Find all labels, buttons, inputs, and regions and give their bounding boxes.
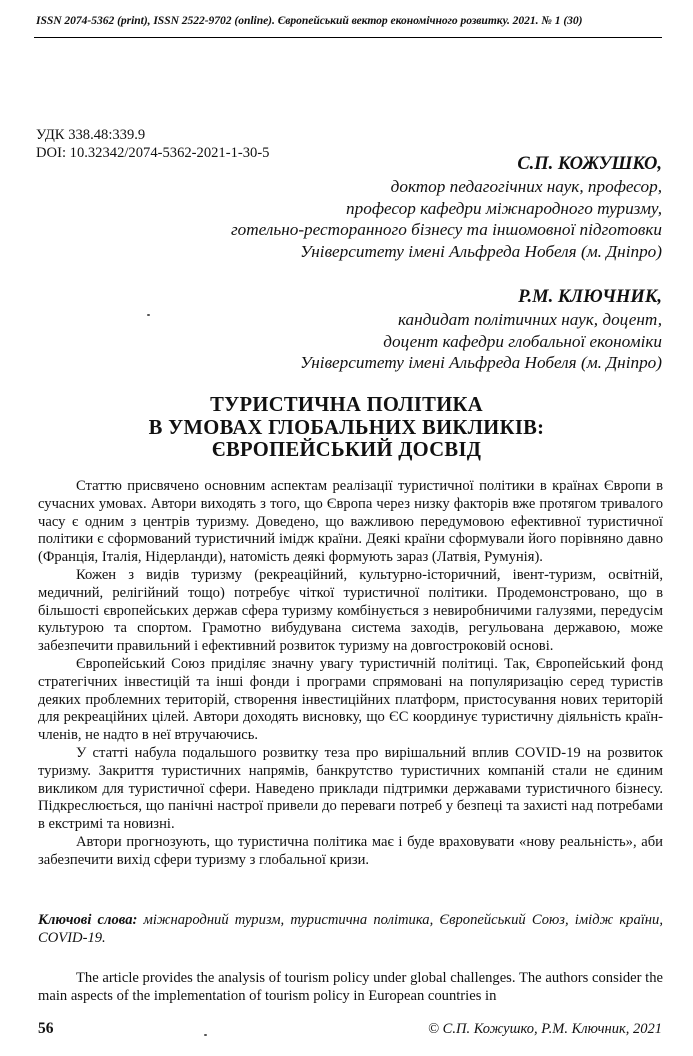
- abstract-paragraph: Автори прогнозують, що туристична політика має і буде враховувати «нову реальність», аби забезпечити вихід сфери туризму з глобальної кризи.: [38, 833, 663, 868]
- author-2: [300, 285, 662, 374]
- author-name: С.П. КОЖУШКО,: [517, 154, 662, 174]
- header-rule: [34, 37, 662, 38]
- scan-speck: [204, 1034, 207, 1036]
- author-affiliation-line: професор кафедри міжнародного туризму,: [346, 198, 662, 218]
- keywords: [38, 912, 663, 948]
- abstract-paragraph: Європейський Союз приділяє значну увагу туристичній політиці. Так, Європейський фонд стратегічних інвестицій та інші фонди і програми спрямовані на популяризацію серед туристів деяких проблемних територій, створення інвестиційних платформ, пристосування нових територій для рекреаційних цілей. Автори доходять висновку, що ЄС координує туристичну діяльність країн-членів, не надто в неї втручаючись.: [38, 655, 663, 744]
- title-line: В УМОВАХ ГЛОБАЛЬНИХ ВИКЛИКІВ:: [148, 416, 545, 439]
- abstract: [38, 478, 663, 870]
- abstract-paragraph: Статтю присвячено основним аспектам реалізації туристичної політики в країнах Європи в сучасних умовах. Автори виходять з того, що Європа через низку факторів вже протягом тривалого часу є одним з центрів туризму. Доведено, що важливою передумовою ефективної туристичної політики є сформований туристичний імідж країни. Деякі країни сформували його порівняно давно (Франція, Італія, Нідерланди), натомість деякі формують зараз (Латвія, Румунія).: [38, 478, 663, 566]
- author-1: [231, 152, 662, 262]
- author-affiliation-line: Університету імені Альфреда Нобеля (м. Дніпро): [300, 241, 662, 261]
- scan-speck: [147, 314, 150, 316]
- english-paragraph: The article provides the analysis of tourism policy under global challenges. The authors consider the main aspects of the implementation of tourism policy in European countries in: [38, 970, 663, 1004]
- udk-code: УДК 338.48:339.9: [36, 127, 146, 143]
- page-number: 56: [38, 1020, 54, 1037]
- author-affiliation-line: Університету імені Альфреда Нобеля (м. Дніпро): [300, 353, 662, 372]
- article-title: [30, 394, 663, 462]
- keywords-text: міжнародний туризм, туристична політика, Європейський Союз, імідж країни, COVID-19.: [38, 912, 663, 946]
- author-affiliation-line: доцент кафедри глобальної економіки: [383, 331, 662, 351]
- doi-code: DOI: 10.32342/2074-5362-2021-1-30-5: [36, 145, 270, 161]
- author-affiliation-line: доктор педагогічних наук, професор,: [390, 177, 662, 196]
- title-line: ТУРИСТИЧНА ПОЛІТИКА: [210, 394, 483, 416]
- author-affiliation-line: кандидат політичних наук, доцент,: [397, 310, 662, 329]
- abstract-paragraph: У статті набула подальшого розвитку теза про вирішальний вплив COVID-19 на розвиток туризму. Закриття туристичних напрямів, банкрутство туристичних компаній стали не єдиним викликом для туристичної сфери. Наведено приклади підтримки державами туристичного бізнесу. Підкреслюється, що панічні настрої привели до переваги потреб у безпеці та захисті над потребами в екстримі та новизні.: [38, 744, 663, 833]
- running-header: ISSN 2074-5362 (print), ISSN 2522-9702 (online). Європейський вектор економічного розвитку. 2021. № 1 (30): [36, 14, 583, 27]
- author-name: Р.М. КЛЮЧНИК,: [518, 287, 662, 307]
- copyright: © С.П. Кожушко, Р.М. Ключник, 2021: [428, 1021, 662, 1037]
- author-affiliation-line: готельно-ресторанного бізнесу та іншомовної підготовки: [230, 220, 662, 239]
- title-line: ЄВРОПЕЙСЬКИЙ ДОСВІД: [211, 439, 482, 461]
- abstract-paragraph: Кожен з видів туризму (рекреаційний, культурно-історичний, івент-туризм, освітній, медичний, релігійний тощо) потребує чіткої туристичної політики. Продемонстровано, що в більшості європейських держав сфера туризму комбінується з невиробничими галузями, передусім культурою та спортом. Грамотно вибудувана система заходів, регульована державою, може забезпечити правильний і ефективний розвиток туризму на довгостроковій основі.: [38, 566, 663, 655]
- keywords-label: Ключові слова:: [38, 912, 138, 928]
- english-abstract: [38, 970, 663, 1006]
